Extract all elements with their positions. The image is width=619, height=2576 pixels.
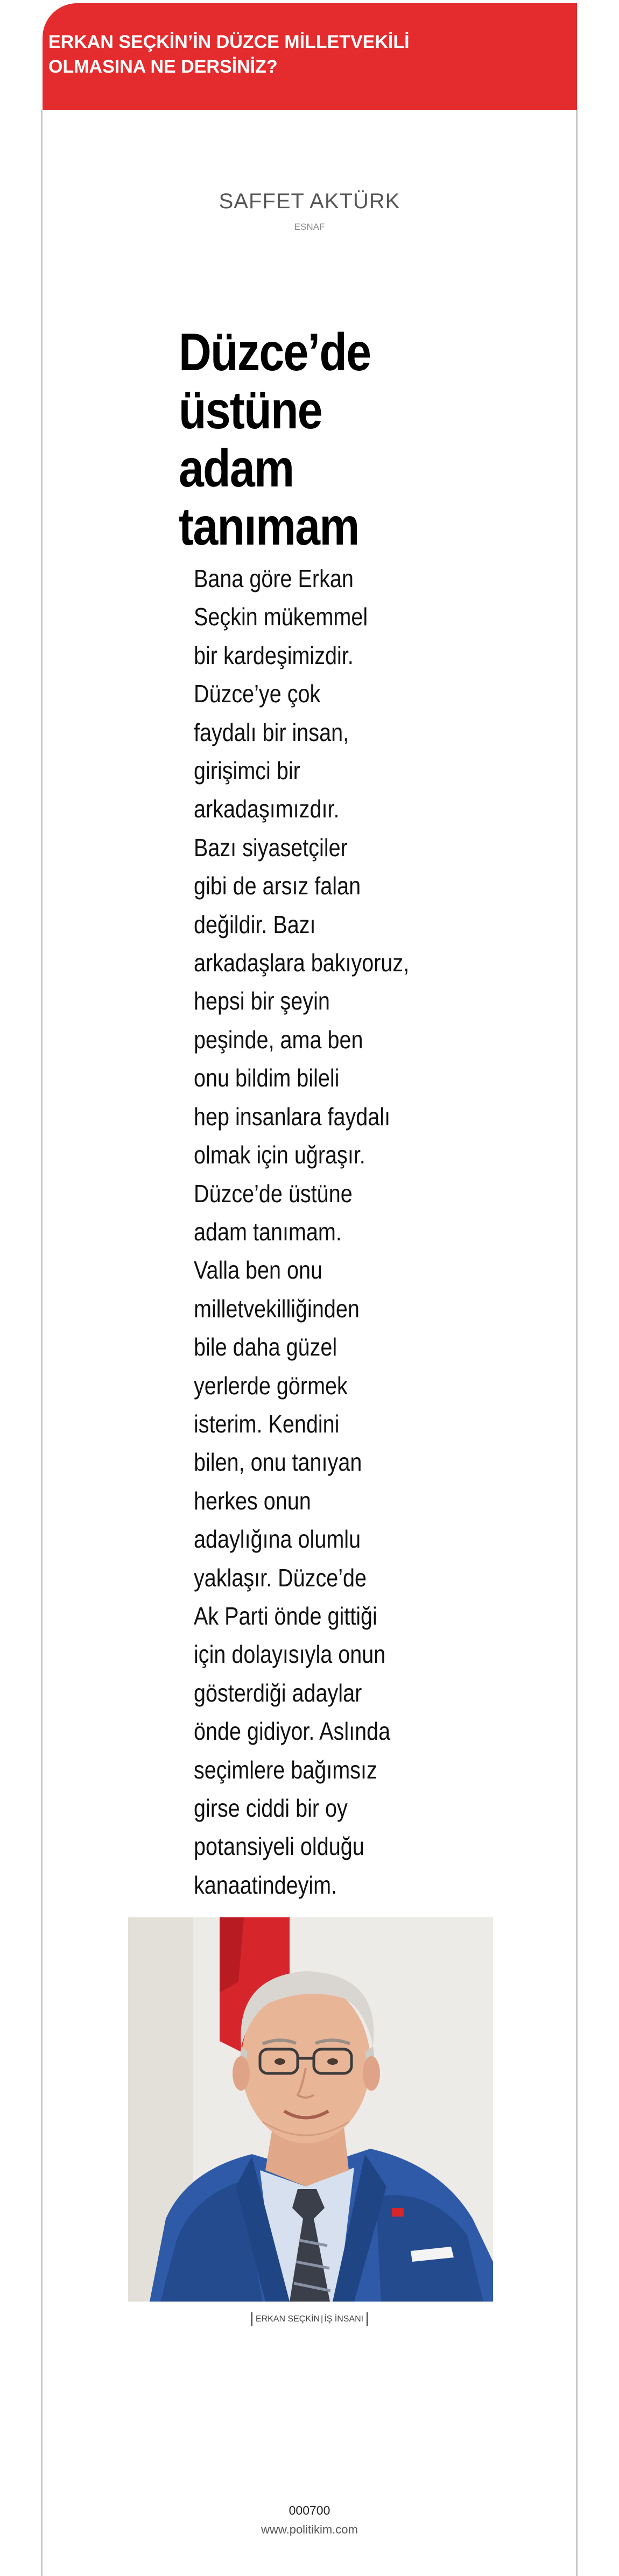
body-line: adam tanımam.: [194, 1217, 342, 1246]
body-line: bir kardeşimizdir.: [194, 641, 354, 669]
body-line: isterim. Kendini: [194, 1409, 340, 1438]
body-line: Bana göre Erkan: [194, 564, 354, 592]
body-line: için dolayısıyla onun: [194, 1640, 386, 1669]
body-line: seçimlere bağımsız: [194, 1755, 377, 1784]
headline-line: adam: [179, 439, 294, 498]
body-line: önde gidiyor. Aslında: [194, 1717, 391, 1746]
headline-line: tanımam: [179, 497, 359, 556]
caption-bar-left: [251, 2312, 252, 2326]
page-number: 000700: [289, 2503, 330, 2517]
body-line: gösterdiği adaylar: [194, 1678, 362, 1707]
caption-title: İŞ İNSANI: [324, 2314, 364, 2324]
caption-bar-right: [367, 2312, 368, 2326]
article-body: [194, 560, 411, 1904]
body-line: bilen, onu tanıyan: [194, 1448, 362, 1477]
body-line: Seçkin mükemmel: [194, 603, 368, 631]
photo-caption: [0, 2312, 619, 2326]
body-line: arkadaşımızdır.: [194, 795, 340, 823]
body-line: gibi de arsız falan: [194, 872, 361, 900]
caption-separator: |: [321, 2314, 323, 2324]
body-line: milletvekilliğinden: [194, 1294, 360, 1323]
body-line: peşinde, ama ben: [194, 1025, 363, 1054]
caption-name: ERKAN SEÇKİN: [255, 2314, 320, 2324]
frame-left-line: [41, 110, 43, 2576]
body-line: Düzce’ye çok: [194, 680, 321, 708]
body-line: arkadaşlara bakıyoruz,: [194, 949, 410, 977]
body-line: değildir. Bazı: [194, 910, 316, 938]
body-line: bile daha güzel: [194, 1333, 337, 1361]
body-line: girse ciddi bir oy: [194, 1794, 348, 1822]
body-line: herkes onun: [194, 1486, 311, 1515]
body-line: olmak için uğraşır.: [194, 1141, 365, 1169]
body-line: potansiyeli olduğu: [194, 1832, 364, 1861]
body-line: faydalı bir insan,: [194, 718, 349, 746]
body-line: Valla ben onu: [194, 1256, 323, 1285]
body-line: girişimci bir: [194, 757, 300, 785]
portrait-photo: [128, 1917, 493, 2302]
body-line: onu bildim bileli: [194, 1064, 340, 1092]
author-role: ESNAF: [294, 222, 325, 232]
body-line: kanaatindeyim.: [194, 1871, 337, 1899]
body-line: Düzce’de üstüne: [194, 1179, 353, 1208]
headline-line: Düzce’de: [179, 322, 371, 382]
body-line: hep insanlara faydalı: [194, 1102, 391, 1131]
body-line: adaylığına olumlu: [194, 1525, 361, 1554]
website-link[interactable]: www.politikim.com: [261, 2523, 358, 2536]
body-line: yerlerde görmek: [194, 1371, 348, 1400]
frame-right-line: [576, 110, 578, 2576]
author-name: SAFFET AKTÜRK: [219, 189, 400, 213]
article-headline: [179, 323, 419, 555]
body-line: Bazı siyasetçiler: [194, 833, 348, 862]
banner-title: ERKAN SEÇKİN’İN DÜZCE MİLLETVEKİLİ OLMASINA NE DERSİNİZ?: [48, 32, 410, 77]
body-line: Ak Parti önde gittiği: [194, 1601, 377, 1630]
body-line: hepsi bir şeyin: [194, 987, 330, 1015]
headline-line: üstüne: [179, 380, 322, 440]
body-line: yaklaşır. Düzce’de: [194, 1563, 367, 1592]
